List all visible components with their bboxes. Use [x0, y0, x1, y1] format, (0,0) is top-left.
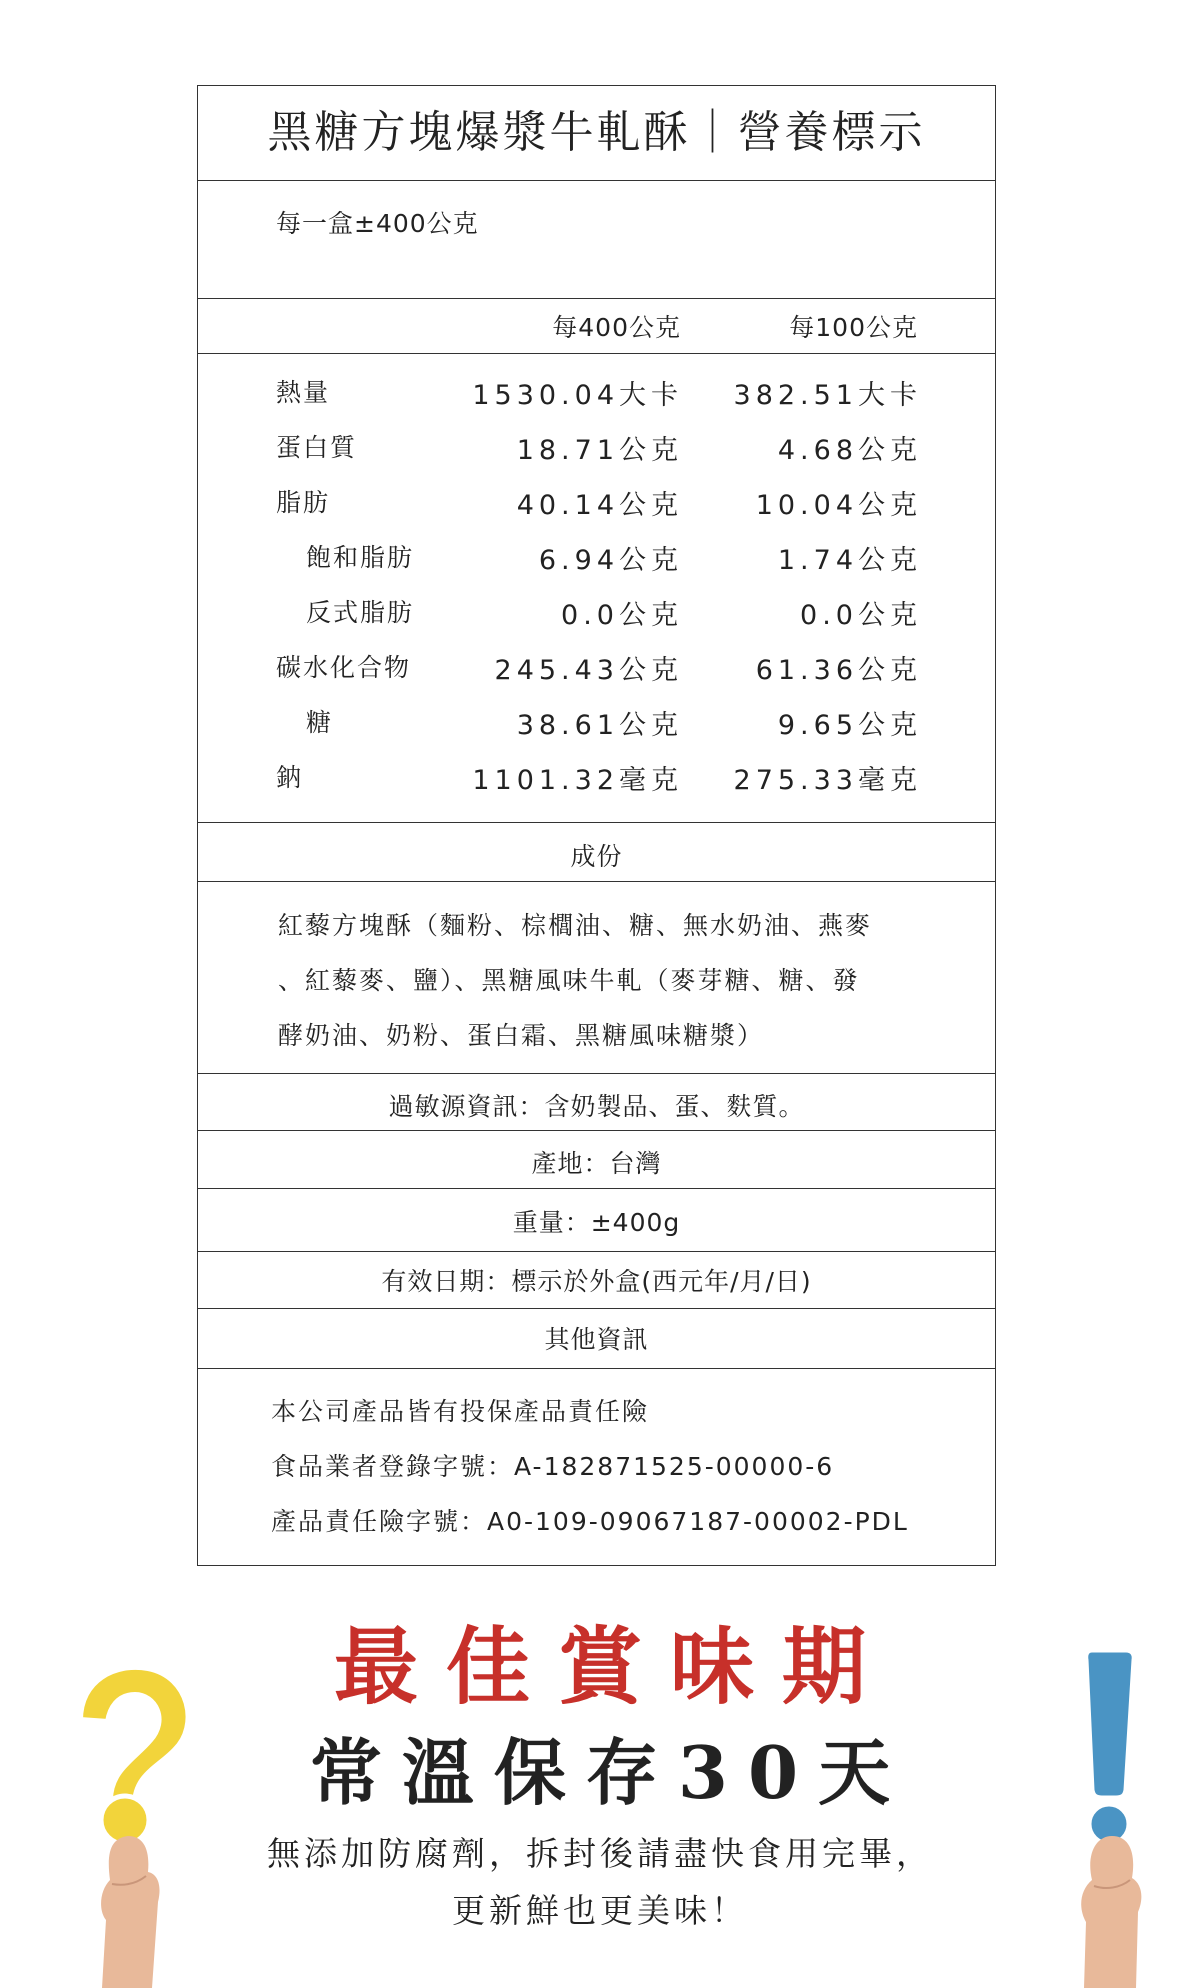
nutrient-name: 熱量 — [276, 378, 331, 407]
nutrient-value-per-pack: 38.61公克 — [516, 710, 683, 741]
nutrient-row — [198, 758, 995, 813]
divider — [198, 822, 995, 823]
other-info-line: 食品業者登錄字號：A-182871525-00000-6 — [271, 1452, 835, 1481]
other-info-heading: 其他資訊 — [544, 1325, 649, 1354]
nutrient-row — [198, 483, 995, 538]
divider — [198, 180, 995, 181]
divider — [198, 1130, 995, 1131]
origin-info: 產地：台灣 — [531, 1149, 662, 1178]
divider — [198, 1251, 995, 1252]
nutrient-value-per-100g: 382.51大卡 — [733, 380, 922, 411]
nutrient-row — [198, 428, 995, 483]
other-info-line: 產品責任險字號：A0-109-09067187-00002-PDL — [271, 1507, 909, 1536]
nutrient-value-per-pack: 6.94公克 — [538, 545, 683, 576]
nutrient-row — [198, 648, 995, 703]
divider — [198, 1188, 995, 1189]
nutrient-name: 碳水化合物 — [276, 653, 412, 682]
nutrient-value-per-100g: 10.04公克 — [755, 490, 922, 521]
ingredients-line: 、紅藜麥、鹽）、黑糖風味牛軋（麥芽糖、糖、發 — [278, 966, 860, 995]
nutrient-value-per-pack: 1101.32毫克 — [472, 765, 683, 796]
best-before-subtitle: 常溫保存30天 — [309, 1730, 911, 1815]
hand-icon — [1081, 1836, 1141, 1988]
nutrient-name: 脂肪 — [276, 488, 331, 517]
serving-size: 每一盒±400公克 — [276, 209, 479, 238]
best-before-note-line: 無添加防腐劑，拆封後請盡快食用完畢， — [267, 1834, 933, 1873]
nutrient-value-per-pack: 1530.04大卡 — [472, 380, 683, 411]
nutrient-value-per-100g: 275.33毫克 — [733, 765, 922, 796]
question-mark-icon — [40, 1640, 190, 1988]
nutrient-value-per-100g: 0.0公克 — [800, 600, 922, 631]
nutrient-value-per-100g: 4.68公克 — [777, 435, 922, 466]
ingredients-heading: 成份 — [570, 842, 623, 871]
nutrient-value-per-100g: 1.74公克 — [777, 545, 922, 576]
divider — [198, 298, 995, 299]
nutrient-value-per-pack: 245.43公克 — [494, 655, 683, 686]
ingredients-line: 酵奶油、奶粉、蛋白霜、黑糖風味糖漿） — [278, 1021, 765, 1050]
nutrient-name: 鈉 — [276, 763, 304, 792]
label-title: 黑糖方塊爆漿牛軋酥｜營養標示 — [267, 107, 926, 158]
nutrient-value-per-100g: 61.36公克 — [755, 655, 922, 686]
nutrient-row — [198, 538, 995, 593]
divider — [198, 881, 995, 882]
nutrient-name: 飽和脂肪 — [306, 543, 415, 572]
nutrient-value-per-pack: 0.0公克 — [561, 600, 683, 631]
hand-icon — [101, 1836, 159, 1988]
expiry-info: 有效日期：標示於外盒(西元年/月/日) — [381, 1267, 812, 1296]
nutrient-name: 蛋白質 — [276, 433, 358, 462]
best-before-note-line: 更新鮮也更美味！ — [452, 1891, 748, 1930]
allergen-info: 過敏源資訊：含奶製品、蛋、麩質。 — [388, 1092, 805, 1121]
nutrient-value-per-pack: 18.71公克 — [516, 435, 683, 466]
nutrient-value-per-100g: 9.65公克 — [777, 710, 922, 741]
nutrient-name: 反式脂肪 — [306, 598, 415, 627]
nutrient-value-per-pack: 40.14公克 — [516, 490, 683, 521]
nutrition-label — [197, 85, 996, 1566]
nutrient-row — [198, 593, 995, 648]
nutrient-row — [198, 373, 995, 428]
nutrient-name: 糖 — [306, 708, 334, 737]
other-info-line: 本公司產品皆有投保產品責任險 — [271, 1397, 650, 1426]
divider — [198, 1368, 995, 1369]
nutrient-row — [198, 703, 995, 758]
exclamation-mark-icon — [1040, 1640, 1170, 1988]
divider — [198, 353, 995, 354]
divider — [198, 1073, 995, 1074]
ingredients-line: 紅藜方塊酥（麵粉、棕櫚油、糖、無水奶油、燕麥 — [278, 911, 873, 940]
column-header-per-pack: 每400公克 — [552, 313, 681, 342]
best-before-title: 最佳賞味期 — [333, 1617, 894, 1716]
divider — [198, 1308, 995, 1309]
weight-info: 重量：±400g — [512, 1208, 681, 1237]
column-header-per-100g: 每100公克 — [789, 313, 918, 342]
